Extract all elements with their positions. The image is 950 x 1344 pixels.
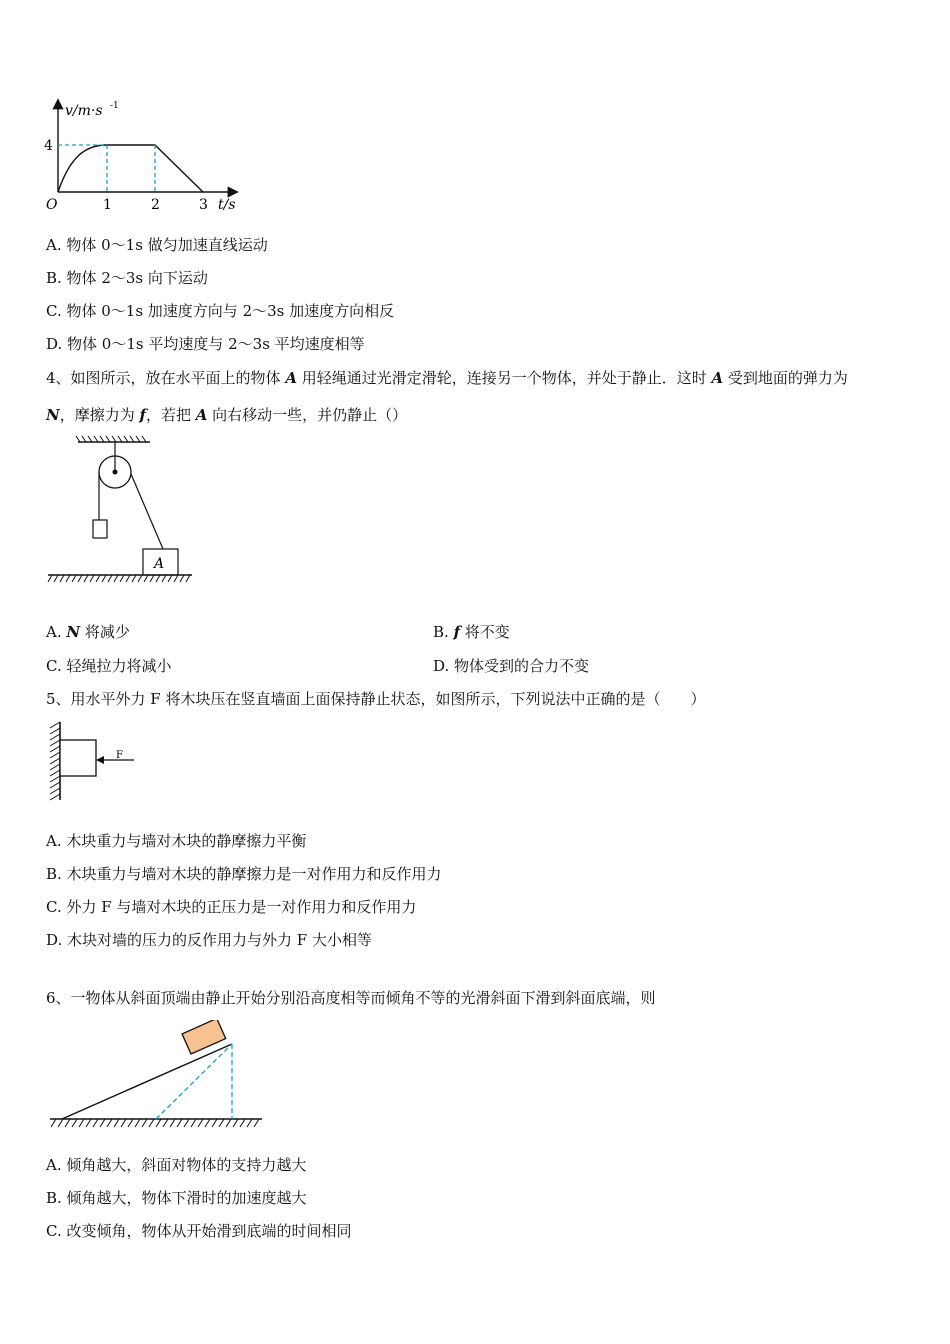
wall-block-diagram: [46, 720, 141, 802]
pulley-axle: [113, 470, 118, 475]
q3-option-c: C. 物体 0～1s 加速度方向与 2～3s 加速度方向相反: [46, 302, 395, 320]
velocity-curve: [58, 145, 203, 192]
dashed-steep-incline: [156, 1044, 232, 1119]
q6-option-b: B. 倾角越大，物体下滑时的加速度越大: [46, 1189, 307, 1207]
q5-stem: 5、用水平外力 F 将木块压在竖直墙面上面保持静止状态，如图所示，下列说法中正确的是（ ）: [46, 690, 706, 708]
x-tick-2: 2: [151, 197, 160, 213]
q4-stem-line2: N，摩擦力为 f，若把 A 向右移动一些，并仍静止（）: [46, 406, 408, 424]
hanging-block: [93, 520, 107, 538]
q4-option-a: A. N 将减少: [46, 623, 130, 641]
q3-option-a: A. 物体 0～1s 做匀加速直线运动: [46, 236, 268, 254]
block-a-label: A: [154, 556, 165, 572]
rope-right: [131, 474, 163, 549]
force-label: F: [116, 750, 123, 761]
incline-diagram: [46, 1020, 266, 1135]
q5-option-c: C. 外力 F 与墙对木块的正压力是一对作用力和反作用力: [46, 898, 417, 916]
wooden-block: [60, 740, 96, 776]
pulley-diagram: [46, 432, 196, 587]
q6-stem: 6、一物体从斜面顶端由静止开始分别沿高度相等而倾角不等的光滑斜面下滑到斜面底端，则: [46, 989, 656, 1007]
q4-option-c: C. 轻绳拉力将减小: [46, 657, 172, 675]
q5-option-b: B. 木块重力与墙对木块的静摩擦力是一对作用力和反作用力: [46, 865, 442, 883]
y-axis-exponent: -1: [110, 101, 119, 111]
q4-stem-line1: 4、如图所示，放在水平面上的物体 A 用轻绳通过光滑定滑轮，连接另一个物体，并处于静止．这时 A 受到地面的弹力为: [46, 369, 848, 387]
origin-label: O: [46, 197, 58, 213]
x-axis-label: t/s: [218, 197, 236, 213]
q4-option-b: B. f 将不变: [433, 623, 510, 641]
x-tick-1: 1: [103, 197, 112, 213]
q6-option-c: C. 改变倾角，物体从开始滑到底端的时间相同: [46, 1222, 352, 1240]
incline-surface: [62, 1044, 232, 1119]
x-tick-3: 3: [199, 197, 208, 213]
q5-option-d: D. 木块对墙的压力的反作用力与外力 F 大小相等: [46, 931, 372, 949]
q3-option-b: B. 物体 2～3s 向下运动: [46, 269, 208, 287]
velocity-time-graph: [40, 95, 250, 220]
q3-option-d: D. 物体 0～1s 平均速度与 2～3s 平均速度相等: [46, 335, 365, 353]
q5-option-a: A. 木块重力与墙对木块的静摩擦力平衡: [46, 832, 307, 850]
y-tick-label: 4: [44, 138, 53, 154]
q6-option-a: A. 倾角越大，斜面对物体的支持力越大: [46, 1156, 307, 1174]
q4-option-d: D. 物体受到的合力不变: [433, 657, 590, 675]
y-axis-label: v/m·s: [65, 103, 103, 119]
